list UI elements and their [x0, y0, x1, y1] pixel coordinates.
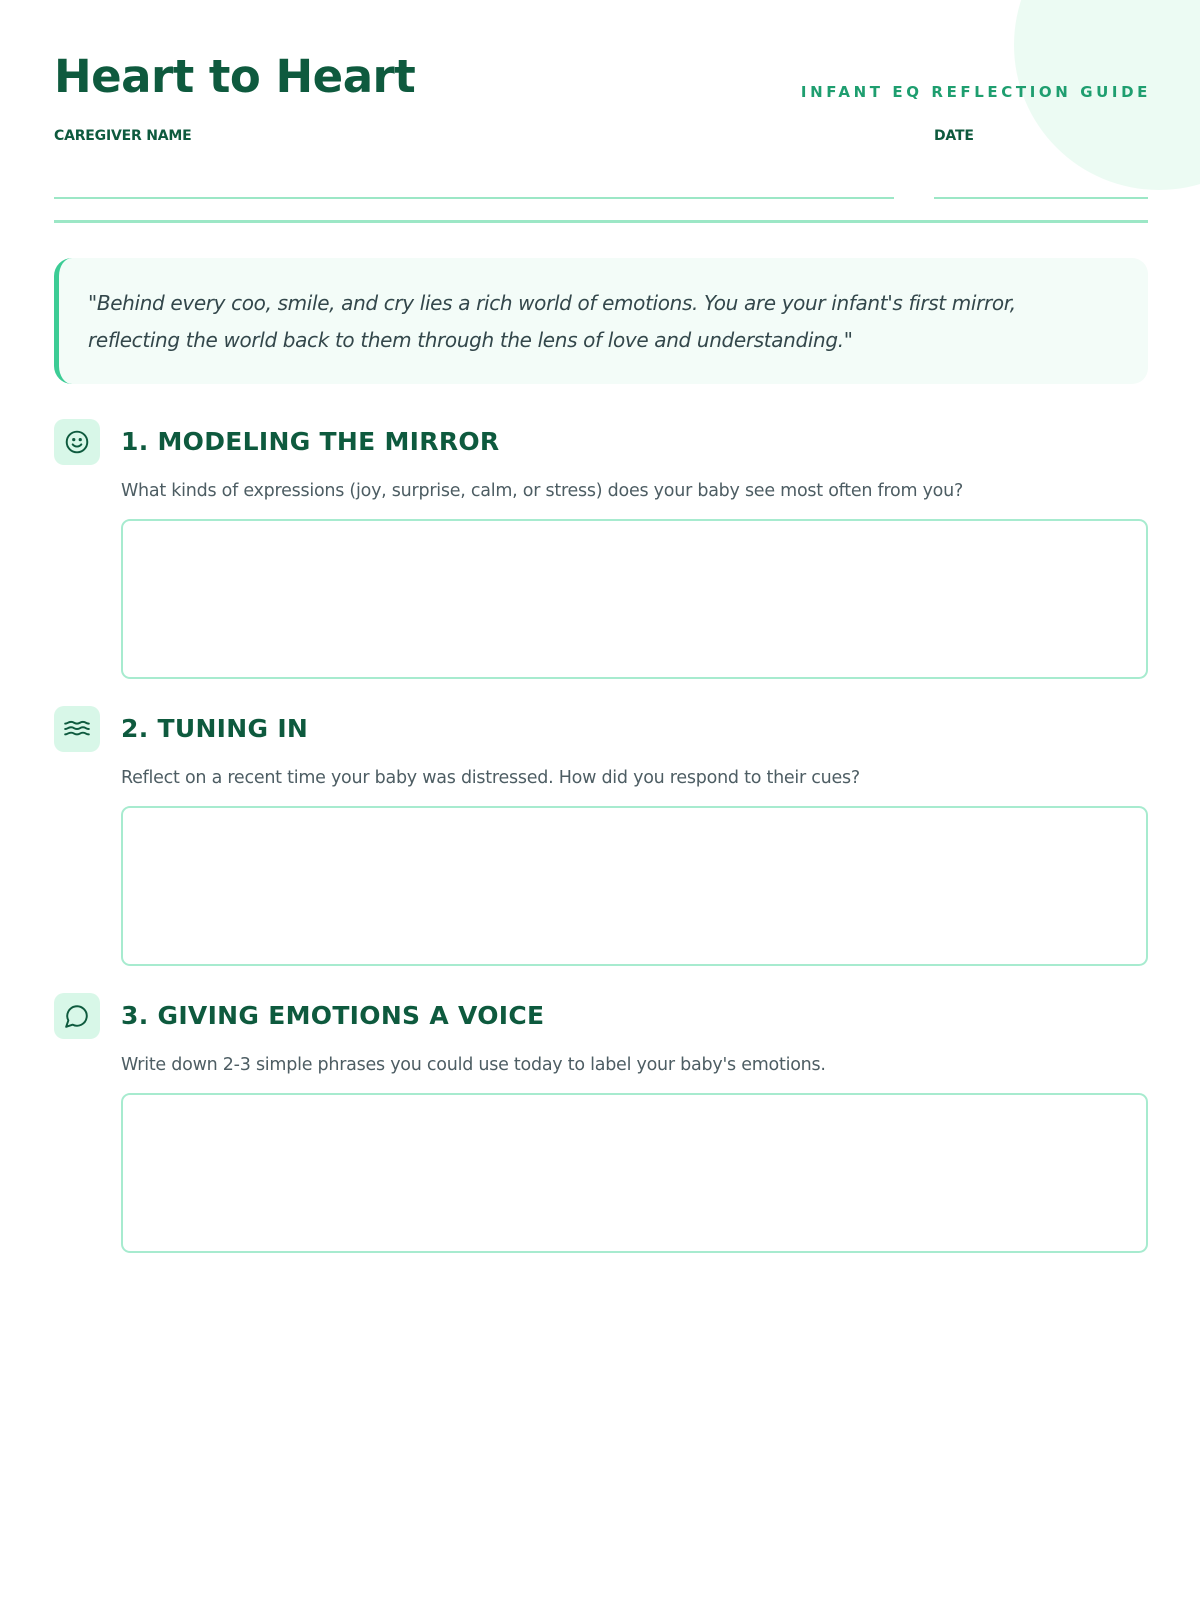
section-title: 1. MODELING THE MIRROR	[121, 427, 500, 456]
section-prompt: Reflect on a recent time your baby was distressed. How did you respond to their cues?	[121, 768, 860, 788]
section-title: 2. TUNING IN	[121, 714, 309, 743]
date-label: DATE	[934, 128, 974, 144]
caregiver-name-label: CAREGIVER NAME	[54, 128, 192, 144]
section-prompt: What kinds of expressions (joy, surprise, calm, or stress) does your baby see most often from you?	[121, 481, 964, 501]
section-title: 3. GIVING EMOTIONS A VOICE	[121, 1001, 545, 1030]
quote-text: "Behind every coo, smile, and cry lies a rich world of emotions. You are your infant's first mirror, reflecting the world back to them through the lens of love and understanding."	[88, 291, 1016, 352]
caregiver-name-field[interactable]	[54, 197, 894, 199]
answer-box[interactable]	[121, 806, 1148, 966]
intro-quote	[54, 258, 1148, 384]
answer-box[interactable]	[121, 1093, 1148, 1253]
date-field[interactable]	[934, 197, 1148, 199]
smile-icon	[54, 419, 100, 465]
section-modeling-the-mirror	[54, 419, 1148, 679]
section-prompt: Write down 2-3 simple phrases you could use today to label your baby's emotions.	[121, 1055, 826, 1075]
page-subtitle: INFANT EQ REFLECTION GUIDE	[800, 83, 1151, 101]
page-title: Heart to Heart	[54, 50, 416, 103]
speech-bubble-icon	[54, 993, 100, 1039]
answer-box[interactable]	[121, 519, 1148, 679]
section-tuning-in	[54, 706, 1148, 966]
waves-icon	[54, 706, 100, 752]
header-divider	[54, 220, 1148, 223]
section-giving-emotions-a-voice	[54, 993, 1148, 1253]
